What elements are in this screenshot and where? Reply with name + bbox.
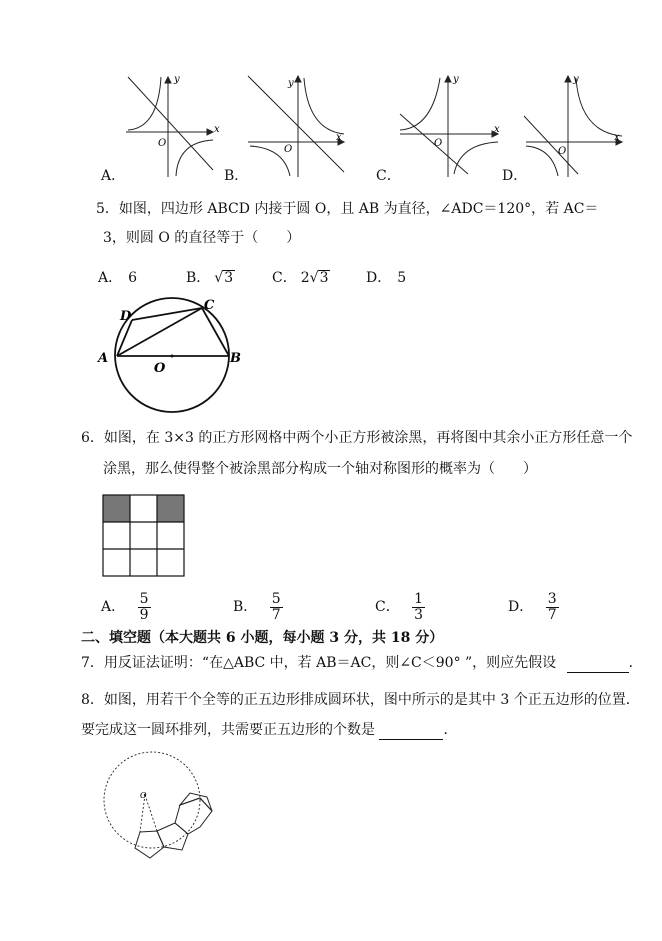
q6-grid-figure <box>102 494 186 578</box>
q5-option-b[interactable]: B． √3 <box>186 270 234 286</box>
svg-text:y: y <box>174 74 180 85</box>
svg-text:C: C <box>204 298 215 313</box>
q4-option-b[interactable]: B． <box>224 168 249 184</box>
svg-text:A: A <box>98 351 109 366</box>
q6-option-c[interactable]: C． $\frac{1}{3}$ <box>375 591 424 623</box>
q5-option-c[interactable]: C． 2√3 <box>272 270 329 286</box>
q5-option-a[interactable]: A． 6 <box>98 270 138 286</box>
svg-text:O: O <box>434 138 443 149</box>
q6-option-d[interactable]: D． $\frac{3}{7}$ <box>508 591 557 623</box>
q5-stem-line1 <box>96 201 598 218</box>
q4-graph-b <box>244 72 354 182</box>
svg-text:y: y <box>573 74 579 85</box>
svg-text:D: D <box>120 309 132 324</box>
q4-option-c[interactable]: C． <box>376 168 401 184</box>
svg-text:O: O <box>558 146 567 157</box>
q8-stem-line2: 要完成这一圆环排列，共需要正五边形的个数是 ． <box>81 722 458 738</box>
svg-text:O: O <box>284 144 293 155</box>
q8-pentagon-figure <box>100 748 240 868</box>
q8-stem-line1: 8．如图，用若干个全等的正五边形排成圆环状，图中所示的是其中 3 个正五边形的位置． <box>81 692 640 708</box>
q6-stem-line1: 6．如图，在 3×3 的正方形网格中两个小正方形被涂黑，再将图中其余小正方形任意一个 <box>81 430 633 446</box>
svg-text:O: O <box>154 361 166 376</box>
q4-graph-c <box>396 72 506 182</box>
svg-text:y: y <box>288 78 294 89</box>
q7-text: 7．用反证法证明：“在△ABC 中，若 AB＝AC，则∠C＜90° ”，则应先假设 ． <box>81 655 643 671</box>
q6-option-a[interactable]: A． $\frac{5}{9}$ <box>101 591 149 623</box>
svg-text:y: y <box>453 74 459 85</box>
q4-graph-a <box>118 72 228 182</box>
svg-text:x: x <box>614 132 620 143</box>
svg-text:x: x <box>494 124 500 135</box>
q7-answer-blank[interactable] <box>567 655 629 673</box>
q5-stem-line2: 3，则圆 O 的直径等于（ ） <box>103 230 301 246</box>
svg-text:O: O <box>140 791 147 800</box>
svg-text:x: x <box>214 124 220 135</box>
q5-number: 5． <box>96 201 119 217</box>
q5-text: 如图，四边形 ABCD 内接于圆 O，且 AB 为直径，∠ADC＝120°，若 AC＝ <box>118 201 599 217</box>
q8-answer-blank[interactable] <box>379 722 443 740</box>
q5-circle-figure <box>92 296 252 416</box>
svg-text:x: x <box>336 132 342 143</box>
q6-option-b[interactable]: B． $\frac{5}{7}$ <box>233 591 281 623</box>
q4-option-d[interactable]: D． <box>502 168 528 184</box>
svg-text:O: O <box>158 138 167 149</box>
q5-option-d[interactable]: D． 5 <box>366 270 407 286</box>
q6-stem-line2: 涂黑，那么使得整个被涂黑部分构成一个轴对称图形的概率为（ ） <box>103 461 537 477</box>
q4-option-a[interactable]: A． <box>101 168 126 184</box>
svg-text:B: B <box>230 351 241 366</box>
q4-graph-d <box>522 72 632 182</box>
section2-heading: 二、填空题（本大题共 6 小题，每小题 3 分，共 18 分） <box>81 630 444 646</box>
